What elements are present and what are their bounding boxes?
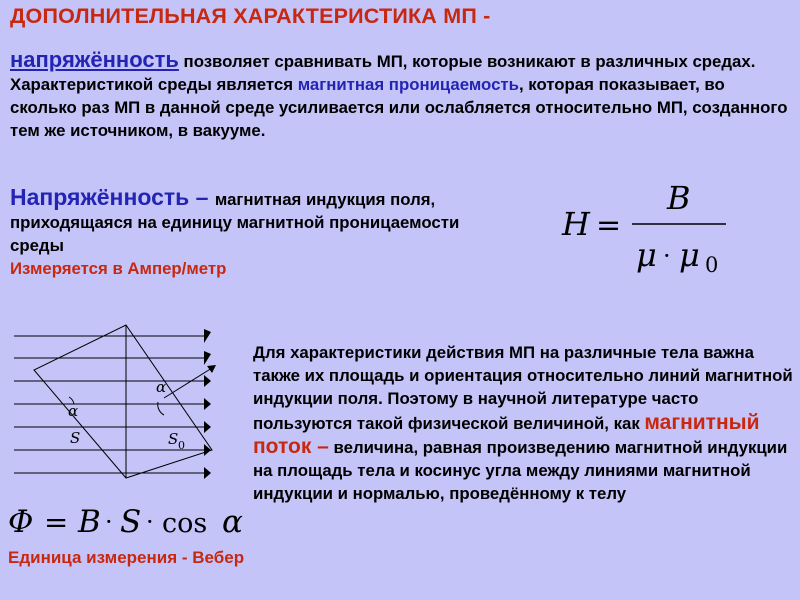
arrow-head — [204, 444, 211, 456]
arrow-head — [204, 467, 211, 479]
intro-text-1: позволяет сравнивать МП, которые возникают в различных средах. Характеристикой среды является — [10, 52, 756, 94]
flux-dot-2: · — [146, 508, 154, 536]
formula-h-mu0: μ — [679, 236, 700, 274]
arrow-head — [204, 375, 211, 387]
diagram-alpha-right: α — [156, 378, 167, 396]
arrow-head — [204, 421, 211, 433]
intro-text-2: , которая показывает, во сколько раз МП в данной среде усиливается или ослабляется относительно МП, созданного тем же источником, в вакууме. — [10, 75, 788, 140]
formula-h-numerator: B — [667, 180, 691, 217]
flux-formula — [6, 498, 256, 546]
arrow-head — [204, 329, 211, 343]
definition-unit: Измеряется в Ампер/метр — [10, 259, 227, 278]
slide-title: ДОПОЛНИТЕЛЬНАЯ ХАРАКТЕРИСТИКА МП - — [10, 4, 491, 28]
formula-h-sub0: 0 — [705, 253, 719, 277]
definition-paragraph — [10, 186, 510, 280]
flux-eq: = — [44, 505, 69, 539]
flux-alpha: α — [222, 504, 243, 540]
flux-phi: Φ — [8, 504, 34, 540]
formula-h-eq: = — [596, 208, 622, 243]
diagram-label-s0: S — [168, 430, 179, 448]
intensity-formula — [540, 180, 740, 280]
flux-cos: cos — [162, 508, 208, 539]
formula-h-lhs: H — [562, 205, 590, 243]
formula-h-mu: μ — [636, 236, 657, 274]
intro-term-permeability: магнитная проницаемость — [297, 75, 519, 94]
diagram-label-s0-sub: 0 — [178, 439, 185, 452]
arrow-head — [204, 398, 211, 410]
diagram-alpha-left: α — [68, 402, 79, 420]
arrow-head — [204, 351, 211, 365]
intro-paragraph — [10, 48, 795, 142]
diagram-label-s: S — [70, 429, 81, 447]
definition-dash: – — [189, 184, 215, 210]
flux-paragraph — [253, 341, 800, 505]
flux-unit-label: Единица измерения - Вебер — [8, 548, 245, 567]
normal-arrow-head — [207, 365, 216, 373]
definition-text: магнитная индукция поля, приходящаяся на единицу магнитной проницаемости среды — [10, 190, 460, 255]
definition-term: Напряжённость — [10, 184, 190, 210]
flux-text-1: Для характеристики действия МП на различные тела важна также их площадь и ориентация относительно линий магнитной индукции поля. Поэтому в научной литературе часто пользуются такой физической величиной, как — [253, 343, 793, 433]
intro-term-intensity: напряжённость — [10, 47, 179, 72]
flux-s: S — [120, 504, 142, 540]
flux-b: B — [78, 504, 101, 540]
flux-text-2: величина, равная произведению магнитной индукции на площадь тела и косинус угла между линиями магнитной индукции и нормалью, проведённому к телу — [253, 437, 788, 504]
formula-h-dot: · — [663, 242, 671, 270]
flux-diagram — [14, 322, 254, 482]
flux-term: магнитный поток – — [253, 410, 760, 458]
flux-dot-1: · — [105, 508, 113, 536]
tilted-surface — [34, 325, 212, 478]
